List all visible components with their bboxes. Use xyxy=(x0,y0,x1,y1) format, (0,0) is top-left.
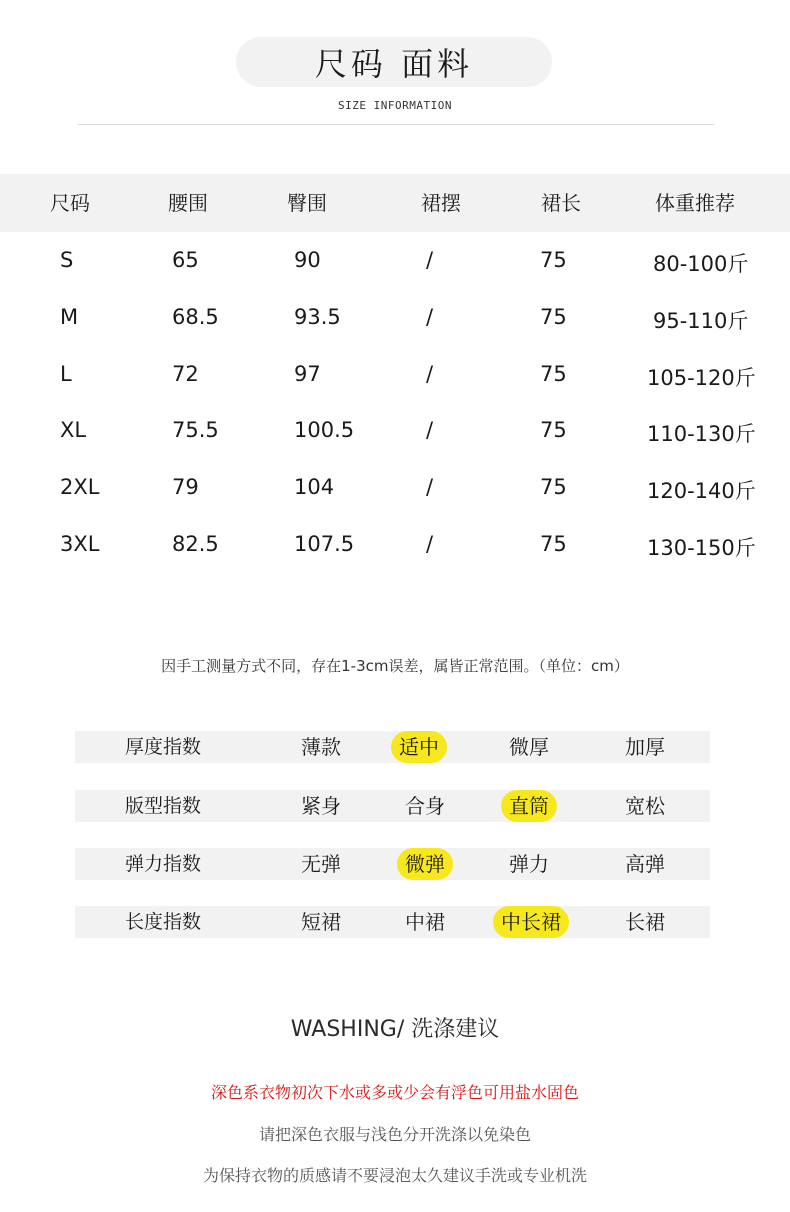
header-waist: 腰围 xyxy=(168,191,208,215)
index-option: 弹力 xyxy=(509,852,549,876)
cell-waist: 82.5 xyxy=(172,532,219,556)
index-row-fit xyxy=(75,790,710,822)
section-title xyxy=(236,37,552,87)
cell-hem: / xyxy=(426,305,434,329)
index-option: 薄款 xyxy=(301,735,341,759)
index-option: 微厚 xyxy=(509,735,549,759)
size-table-header xyxy=(0,174,790,232)
cell-hip: 107.5 xyxy=(294,532,355,556)
index-option-selected: 适中 xyxy=(391,731,447,763)
cell-size: L xyxy=(60,362,72,386)
cell-length: 75 xyxy=(540,362,567,386)
cell-hem: / xyxy=(426,418,434,442)
cell-length: 75 xyxy=(540,418,567,442)
cell-length: 75 xyxy=(540,305,567,329)
index-option-selected: 直筒 xyxy=(501,790,557,822)
cell-weight: 80-100斤 xyxy=(653,252,749,276)
header-size: 尺码 xyxy=(50,191,90,215)
cell-weight: 105-120斤 xyxy=(647,366,756,390)
cell-hip: 90 xyxy=(294,248,321,272)
index-option: 无弹 xyxy=(301,852,341,876)
index-label: 长度指数 xyxy=(125,911,202,933)
index-row-length xyxy=(75,906,710,938)
cell-hem: / xyxy=(426,362,434,386)
index-row-elasticity xyxy=(75,848,710,880)
washing-line-warning: 深色系衣物初次下水或多或少会有浮色可用盐水固色 xyxy=(210,1083,579,1102)
cell-weight: 110-130斤 xyxy=(647,422,756,446)
index-option: 宽松 xyxy=(625,794,665,818)
cell-waist: 72 xyxy=(172,362,199,386)
cell-waist: 65 xyxy=(172,248,199,272)
section-subtitle: SIZE INFORMATION xyxy=(338,99,452,112)
cell-size: 3XL xyxy=(60,532,100,556)
index-row-thickness xyxy=(75,731,710,763)
cell-length: 75 xyxy=(540,475,567,499)
cell-hem: / xyxy=(426,532,434,556)
index-option-selected: 中长裙 xyxy=(493,906,569,938)
cell-hip: 93.5 xyxy=(294,305,341,329)
cell-length: 75 xyxy=(540,248,567,272)
index-option: 短裙 xyxy=(301,910,341,934)
cell-weight: 120-140斤 xyxy=(647,479,756,503)
cell-hip: 97 xyxy=(294,362,321,386)
washing-line: 为保持衣物的质感请不要浸泡太久建议手洗或专业机洗 xyxy=(202,1166,587,1185)
header-weight: 体重推荐 xyxy=(655,191,735,215)
index-label: 弹力指数 xyxy=(125,853,202,875)
index-option: 长裙 xyxy=(625,910,665,934)
measurement-note: 因手工测量方式不同，存在1-3cm误差，属皆正常范围。（单位：cm） xyxy=(161,657,629,675)
cell-length: 75 xyxy=(540,532,567,556)
cell-weight: 95-110斤 xyxy=(653,309,749,333)
header-hem: 裙摆 xyxy=(421,191,461,215)
cell-weight: 130-150斤 xyxy=(647,536,756,560)
cell-hip: 104 xyxy=(294,475,335,499)
cell-hem: / xyxy=(426,475,434,499)
cell-hip: 100.5 xyxy=(294,418,355,442)
index-label: 厚度指数 xyxy=(125,736,202,758)
washing-title: WASHING/ 洗涤建议 xyxy=(290,1017,500,1042)
header-hip: 臀围 xyxy=(287,191,327,215)
index-option: 高弹 xyxy=(625,852,665,876)
index-option: 合身 xyxy=(405,794,445,818)
cell-waist: 79 xyxy=(172,475,199,499)
index-option: 加厚 xyxy=(625,735,665,759)
index-option: 中裙 xyxy=(405,910,445,934)
cell-hem: / xyxy=(426,248,434,272)
divider xyxy=(78,124,714,125)
cell-waist: 75.5 xyxy=(172,418,219,442)
index-label: 版型指数 xyxy=(125,795,202,817)
section-title-text: 尺码 面料 xyxy=(314,45,474,83)
washing-line: 请把深色衣服与浅色分开洗涤以免染色 xyxy=(258,1125,531,1144)
cell-size: 2XL xyxy=(60,475,100,499)
index-option-selected: 微弹 xyxy=(397,848,453,880)
cell-size: M xyxy=(60,305,79,329)
index-option: 紧身 xyxy=(301,794,341,818)
cell-size: S xyxy=(60,248,74,272)
header-length: 裙长 xyxy=(541,191,581,215)
cell-size: XL xyxy=(60,418,87,442)
cell-waist: 68.5 xyxy=(172,305,219,329)
